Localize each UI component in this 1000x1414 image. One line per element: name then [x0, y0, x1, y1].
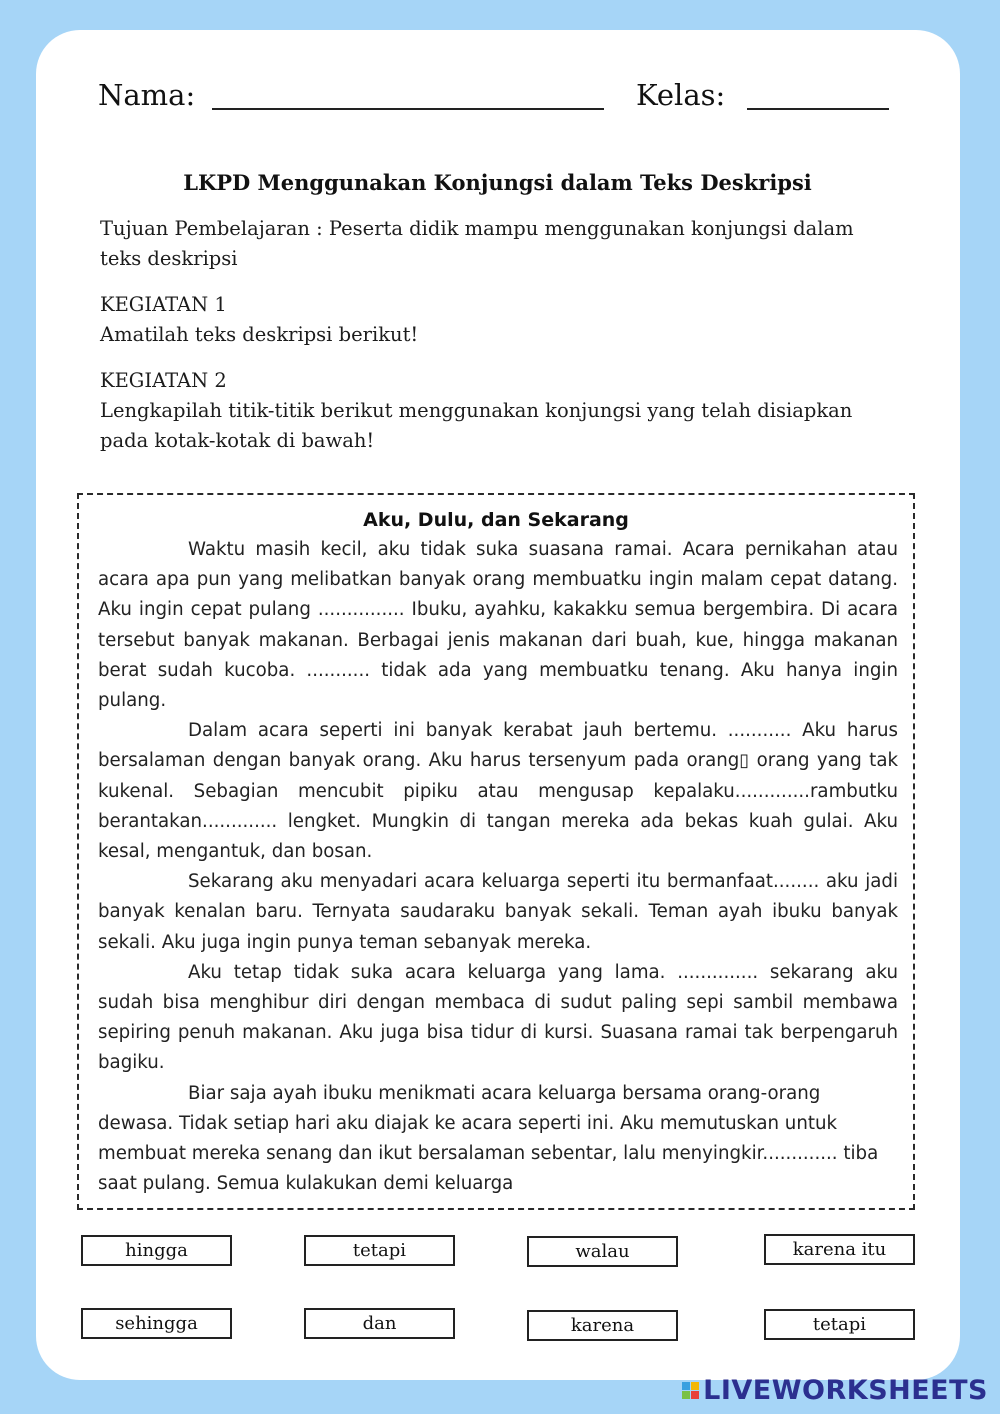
passage-paragraph: Sekarang aku menyadari acara keluarga seperti itu bermanfaat........ aku jadi banyak kenalan baru. Ternyata saudaraku banyak sekali. Teman ayah ibuku banyak sekali. Aku juga ingin punya teman sebanyak mereka. [98, 871, 898, 953]
activity-1 [100, 290, 900, 350]
word-box-karena[interactable]: karena [527, 1310, 678, 1341]
class-label: Kelas: [636, 78, 726, 112]
word-box-walau[interactable]: walau [527, 1236, 678, 1267]
activity-1-heading: KEGIATAN 1 [100, 293, 227, 316]
word-box-tetapi[interactable]: tetapi [304, 1235, 455, 1266]
word-box-hingga[interactable]: hingga [81, 1235, 232, 1266]
word-box-dan[interactable]: dan [304, 1308, 455, 1339]
activity-1-instruction: Amatilah teks deskripsi berikut! [100, 323, 419, 346]
word-box-tetapi-2[interactable]: tetapi [764, 1309, 915, 1340]
logo-text: LIVEWORKSHEETS [703, 1375, 988, 1406]
activity-2-instruction: Lengkapilah titik-titik berikut menggunakan konjungsi yang telah disiapkan pada kotak-kotak di bawah! [100, 399, 853, 452]
liveworksheets-logo[interactable] [682, 1375, 988, 1406]
passage-title: Aku, Dulu, dan Sekarang [363, 509, 629, 531]
passage-paragraph: Aku tetap tidak suka acara keluarga yang lama. .............. sekarang aku sudah bisa menghibur diri dengan membaca di sudut paling sepi sambil membawa sepiring penuh makanan. Aku juga bisa tidur di kursi. Suasana ramai tak berpengaruh bagiku. [98, 961, 898, 1074]
worksheet-title: LKPD Menggunakan Konjungsi dalam Teks Deskripsi [183, 170, 812, 195]
passage-paragraph: Dalam acara seperti ini banyak kerabat jauh bertemu. ........... Aku harus bersalaman dengan banyak orang. Aku harus tersenyum pada orang▯ orang yang tak kukenal. Sebagian mencubit pipiku atau mengusap kepalaku.............rambutku berantakan............. lengket. Mungkin di tangan mereka ada bekas kuah gulai. Aku kesal, mengantuk, dan bosan. [98, 720, 898, 863]
word-box-karena-itu[interactable]: karena itu [764, 1234, 915, 1265]
passage-paragraph: Waktu masih kecil, aku tidak suka suasana ramai. Acara pernikahan atau acara apa pun yang melibatkan banyak orang membuatku ingin malam cepat datang. Aku ingin cepat pulang ............... Ibuku, ayahku, kakakku semua bergembira. Di acara tersebut banyak makanan. Berbagai jenis makanan dari buah, kue, hingga makanan berat sudah kucoba. ........... tidak ada yang membuatku tenang. Aku hanya ingin pulang. [98, 539, 898, 712]
name-label: Nama: [98, 78, 196, 112]
name-input-line[interactable] [212, 108, 604, 110]
class-input-line[interactable] [747, 108, 889, 110]
word-box-sehingga[interactable]: sehingga [81, 1308, 232, 1339]
passage-box [77, 493, 915, 1210]
liveworksheets-logo-icon [682, 1382, 699, 1399]
learning-objective: Tujuan Pembelajaran : Peserta didik mampu menggunakan konjungsi dalam teks deskripsi [100, 217, 854, 270]
passage-text [98, 535, 898, 1199]
passage-paragraph: Biar saja ayah ibuku menikmati acara keluarga bersama orang-orang dewasa. Tidak setiap hari aku diajak ke acara seperti ini. Aku memutuskan untuk membuat mereka senang dan ikut bersalaman sebentar, lalu menyingkir............. tiba saat pulang. Semua kulakukan demi keluarga [98, 1082, 879, 1195]
activity-2-heading: KEGIATAN 2 [100, 369, 227, 392]
activity-2 [100, 366, 900, 456]
